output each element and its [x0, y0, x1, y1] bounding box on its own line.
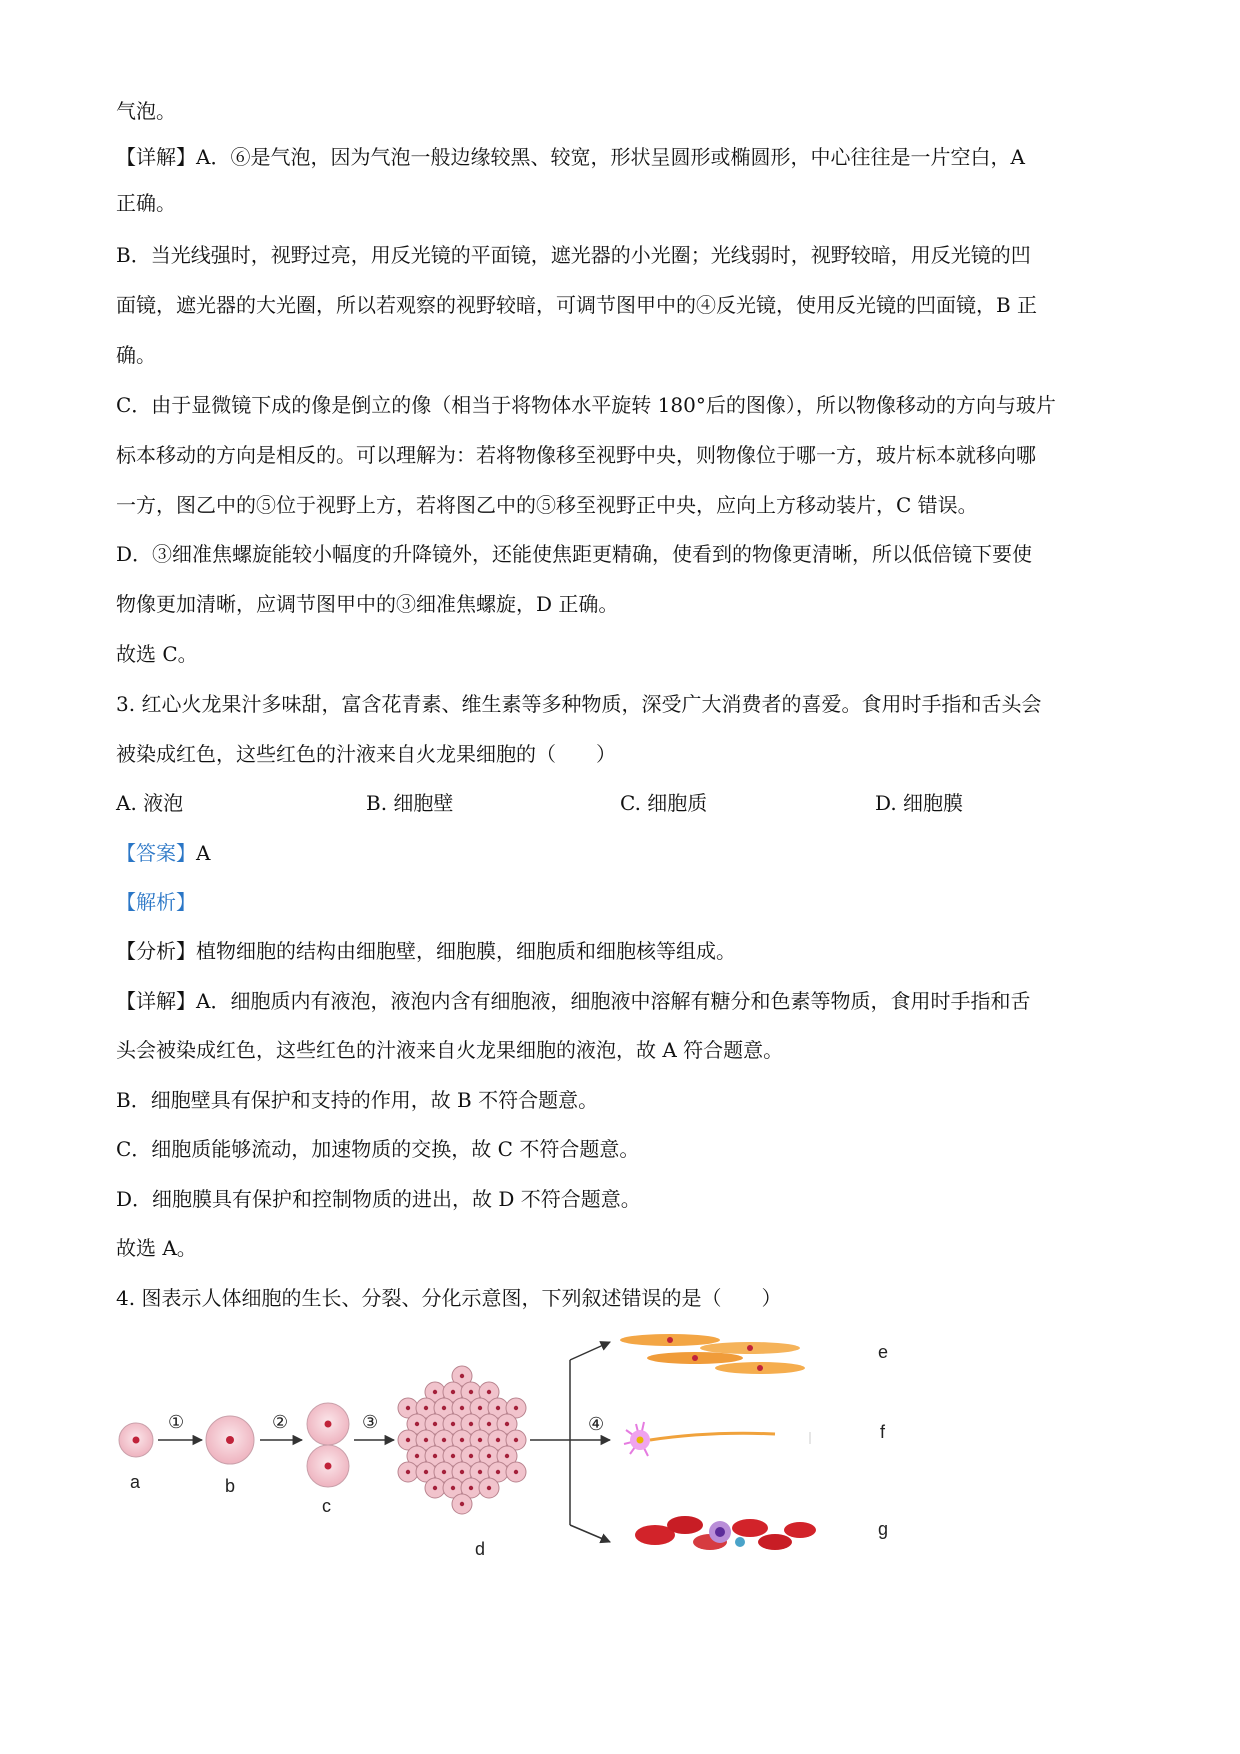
cluster-nucleus [406, 1406, 410, 1410]
text-line: 【分析】植物细胞的结构由细胞壁，细胞膜，细胞质和细胞核等组成。 [116, 939, 736, 963]
cluster-nucleus [514, 1406, 518, 1410]
label-d: d [475, 1539, 486, 1559]
text-line: 物像更加清晰，应调节图甲中的③细准焦螺旋，D 正确。 [116, 592, 619, 616]
cluster-nucleus [469, 1486, 473, 1490]
cluster-nucleus [433, 1390, 437, 1394]
cluster-nucleus [514, 1470, 518, 1474]
text-line: 确。 [116, 343, 156, 367]
cell-division-figure [110, 1320, 930, 1560]
cluster-nucleus [487, 1422, 491, 1426]
cluster-nucleus [442, 1438, 446, 1442]
cluster-nucleus [433, 1422, 437, 1426]
cluster-nucleus [433, 1486, 437, 1490]
cluster-nucleus [496, 1406, 500, 1410]
label-e: e [878, 1342, 889, 1362]
step-2: ② [272, 1412, 289, 1432]
option-b: B. 细胞壁 [366, 791, 454, 815]
label-c: c [322, 1496, 331, 1516]
text-line: D．③细准焦螺旋能较小幅度的升降镜外，还能使焦距更精确，使看到的物像更清晰，所以低倍镜下要使 [116, 542, 1033, 566]
step-4: ④ [588, 1414, 605, 1434]
cluster-nucleus [424, 1438, 428, 1442]
cluster-nucleus [424, 1406, 428, 1410]
text-line: 【详解】A．细胞质内有液泡，液泡内含有细胞液，细胞液中溶解有糖分和色素等物质，食用时手指和舌 [116, 989, 1031, 1013]
cluster-nucleus [460, 1374, 464, 1378]
text-line: 正确。 [116, 191, 176, 215]
cluster-nucleus [496, 1438, 500, 1442]
label-b: b [225, 1476, 236, 1496]
cluster-nucleus [478, 1470, 482, 1474]
differentiation-arrows [530, 1342, 610, 1542]
cluster-nucleus [487, 1454, 491, 1458]
cluster-nucleus [469, 1390, 473, 1394]
text-line: 标本移动的方向是相反的。可以理解为：若将物像移至视野中央，则物像位于哪一方，玻片标本就移向哪 [116, 443, 1036, 467]
option-c: C. 细胞质 [620, 791, 708, 815]
label-f: f [880, 1422, 886, 1442]
text-line: B．当光线强时，视野过亮，用反光镜的平面镜，遮光器的小光圈；光线弱时，视野较暗，用反光镜的凹 [116, 243, 1031, 267]
cluster-nucleus [478, 1438, 482, 1442]
cluster-nucleus [415, 1422, 419, 1426]
question-4-text: 4. 图表示人体细胞的生长、分裂、分化示意图，下列叙述错误的是（ ） [116, 1286, 782, 1310]
answer-value: A [196, 841, 211, 865]
question-3-text: 被染成红色，这些红色的汁液来自火龙果细胞的（ ） [116, 742, 616, 766]
cluster-nucleus [478, 1406, 482, 1410]
label-g: g [878, 1519, 889, 1539]
cluster-nucleus [460, 1502, 464, 1506]
cluster-nucleus [469, 1454, 473, 1458]
neuron-f [624, 1422, 810, 1456]
cluster-nucleus [505, 1454, 509, 1458]
text-line: C．细胞质能够流动，加速物质的交换，故 C 不符合题意。 [116, 1137, 640, 1161]
cluster-nucleus [469, 1422, 473, 1426]
option-d: D. 细胞膜 [875, 791, 964, 815]
cell-d-cluster [398, 1366, 526, 1514]
cluster-nucleus [451, 1486, 455, 1490]
cluster-nucleus [505, 1422, 509, 1426]
text-line: 【详解】A．⑥是气泡，因为气泡一般边缘较黑、较宽，形状呈圆形或椭圆形，中心往往是一片空白，A [116, 145, 1025, 169]
answer-line [116, 840, 1136, 866]
cell-a [119, 1423, 153, 1457]
cluster-nucleus [460, 1438, 464, 1442]
cluster-nucleus [487, 1390, 491, 1394]
text-line: D．细胞膜具有保护和控制物质的进出，故 D 不符合题意。 [116, 1187, 641, 1211]
text-line: 一方，图乙中的⑤位于视野上方，若将图乙中的⑤移至视野正中央，应向上方移动装片，C 错误。 [116, 493, 978, 517]
question-3-text: 3. 红心火龙果汁多味甜，富含花青素、维生素等多种物质，深受广大消费者的喜爱。食用时手指和舌头会 [116, 692, 1042, 716]
text-line: 面镜，遮光器的大光圈，所以若观察的视野较暗，可调节图甲中的④反光镜，使用反光镜的凹面镜，B 正 [116, 293, 1038, 317]
cell-c [307, 1403, 349, 1487]
text-line: 气泡。 [116, 99, 176, 123]
blood-cells-g [635, 1516, 816, 1550]
cluster-nucleus [451, 1390, 455, 1394]
cell-b [206, 1416, 254, 1464]
cluster-nucleus [415, 1454, 419, 1458]
cluster-nucleus [424, 1470, 428, 1474]
analysis-tag: 【解析】 [116, 890, 196, 914]
cluster-nucleus [514, 1438, 518, 1442]
text-line: B．细胞壁具有保护和支持的作用，故 B 不符合题意。 [116, 1088, 599, 1112]
option-a: A. 液泡 [116, 791, 184, 815]
label-a: a [130, 1472, 141, 1492]
cluster-nucleus [460, 1406, 464, 1410]
cluster-nucleus [451, 1422, 455, 1426]
text-line: C．由于显微镜下成的像是倒立的像（相当于将物体水平旋转 180°后的图像），所以物像移动的方向与玻片 [116, 393, 1056, 417]
text-line: 故选 C。 [116, 642, 198, 666]
cluster-nucleus [442, 1470, 446, 1474]
cluster-nucleus [433, 1454, 437, 1458]
text-line: 故选 A。 [116, 1236, 197, 1260]
answer-tag: 【答案】 [116, 841, 196, 865]
muscle-cells-e [620, 1334, 805, 1374]
text-line: 头会被染成红色，这些红色的汁液来自火龙果细胞的液泡，故 A 符合题意。 [116, 1038, 784, 1062]
cluster-nucleus [442, 1406, 446, 1410]
cluster-nucleus [496, 1470, 500, 1474]
cluster-nucleus [487, 1486, 491, 1490]
cluster-nucleus [406, 1470, 410, 1474]
cluster-nucleus [460, 1470, 464, 1474]
cluster-nucleus [451, 1454, 455, 1458]
cluster-nucleus [406, 1438, 410, 1442]
step-3: ③ [362, 1412, 379, 1432]
step-1: ① [168, 1412, 185, 1432]
